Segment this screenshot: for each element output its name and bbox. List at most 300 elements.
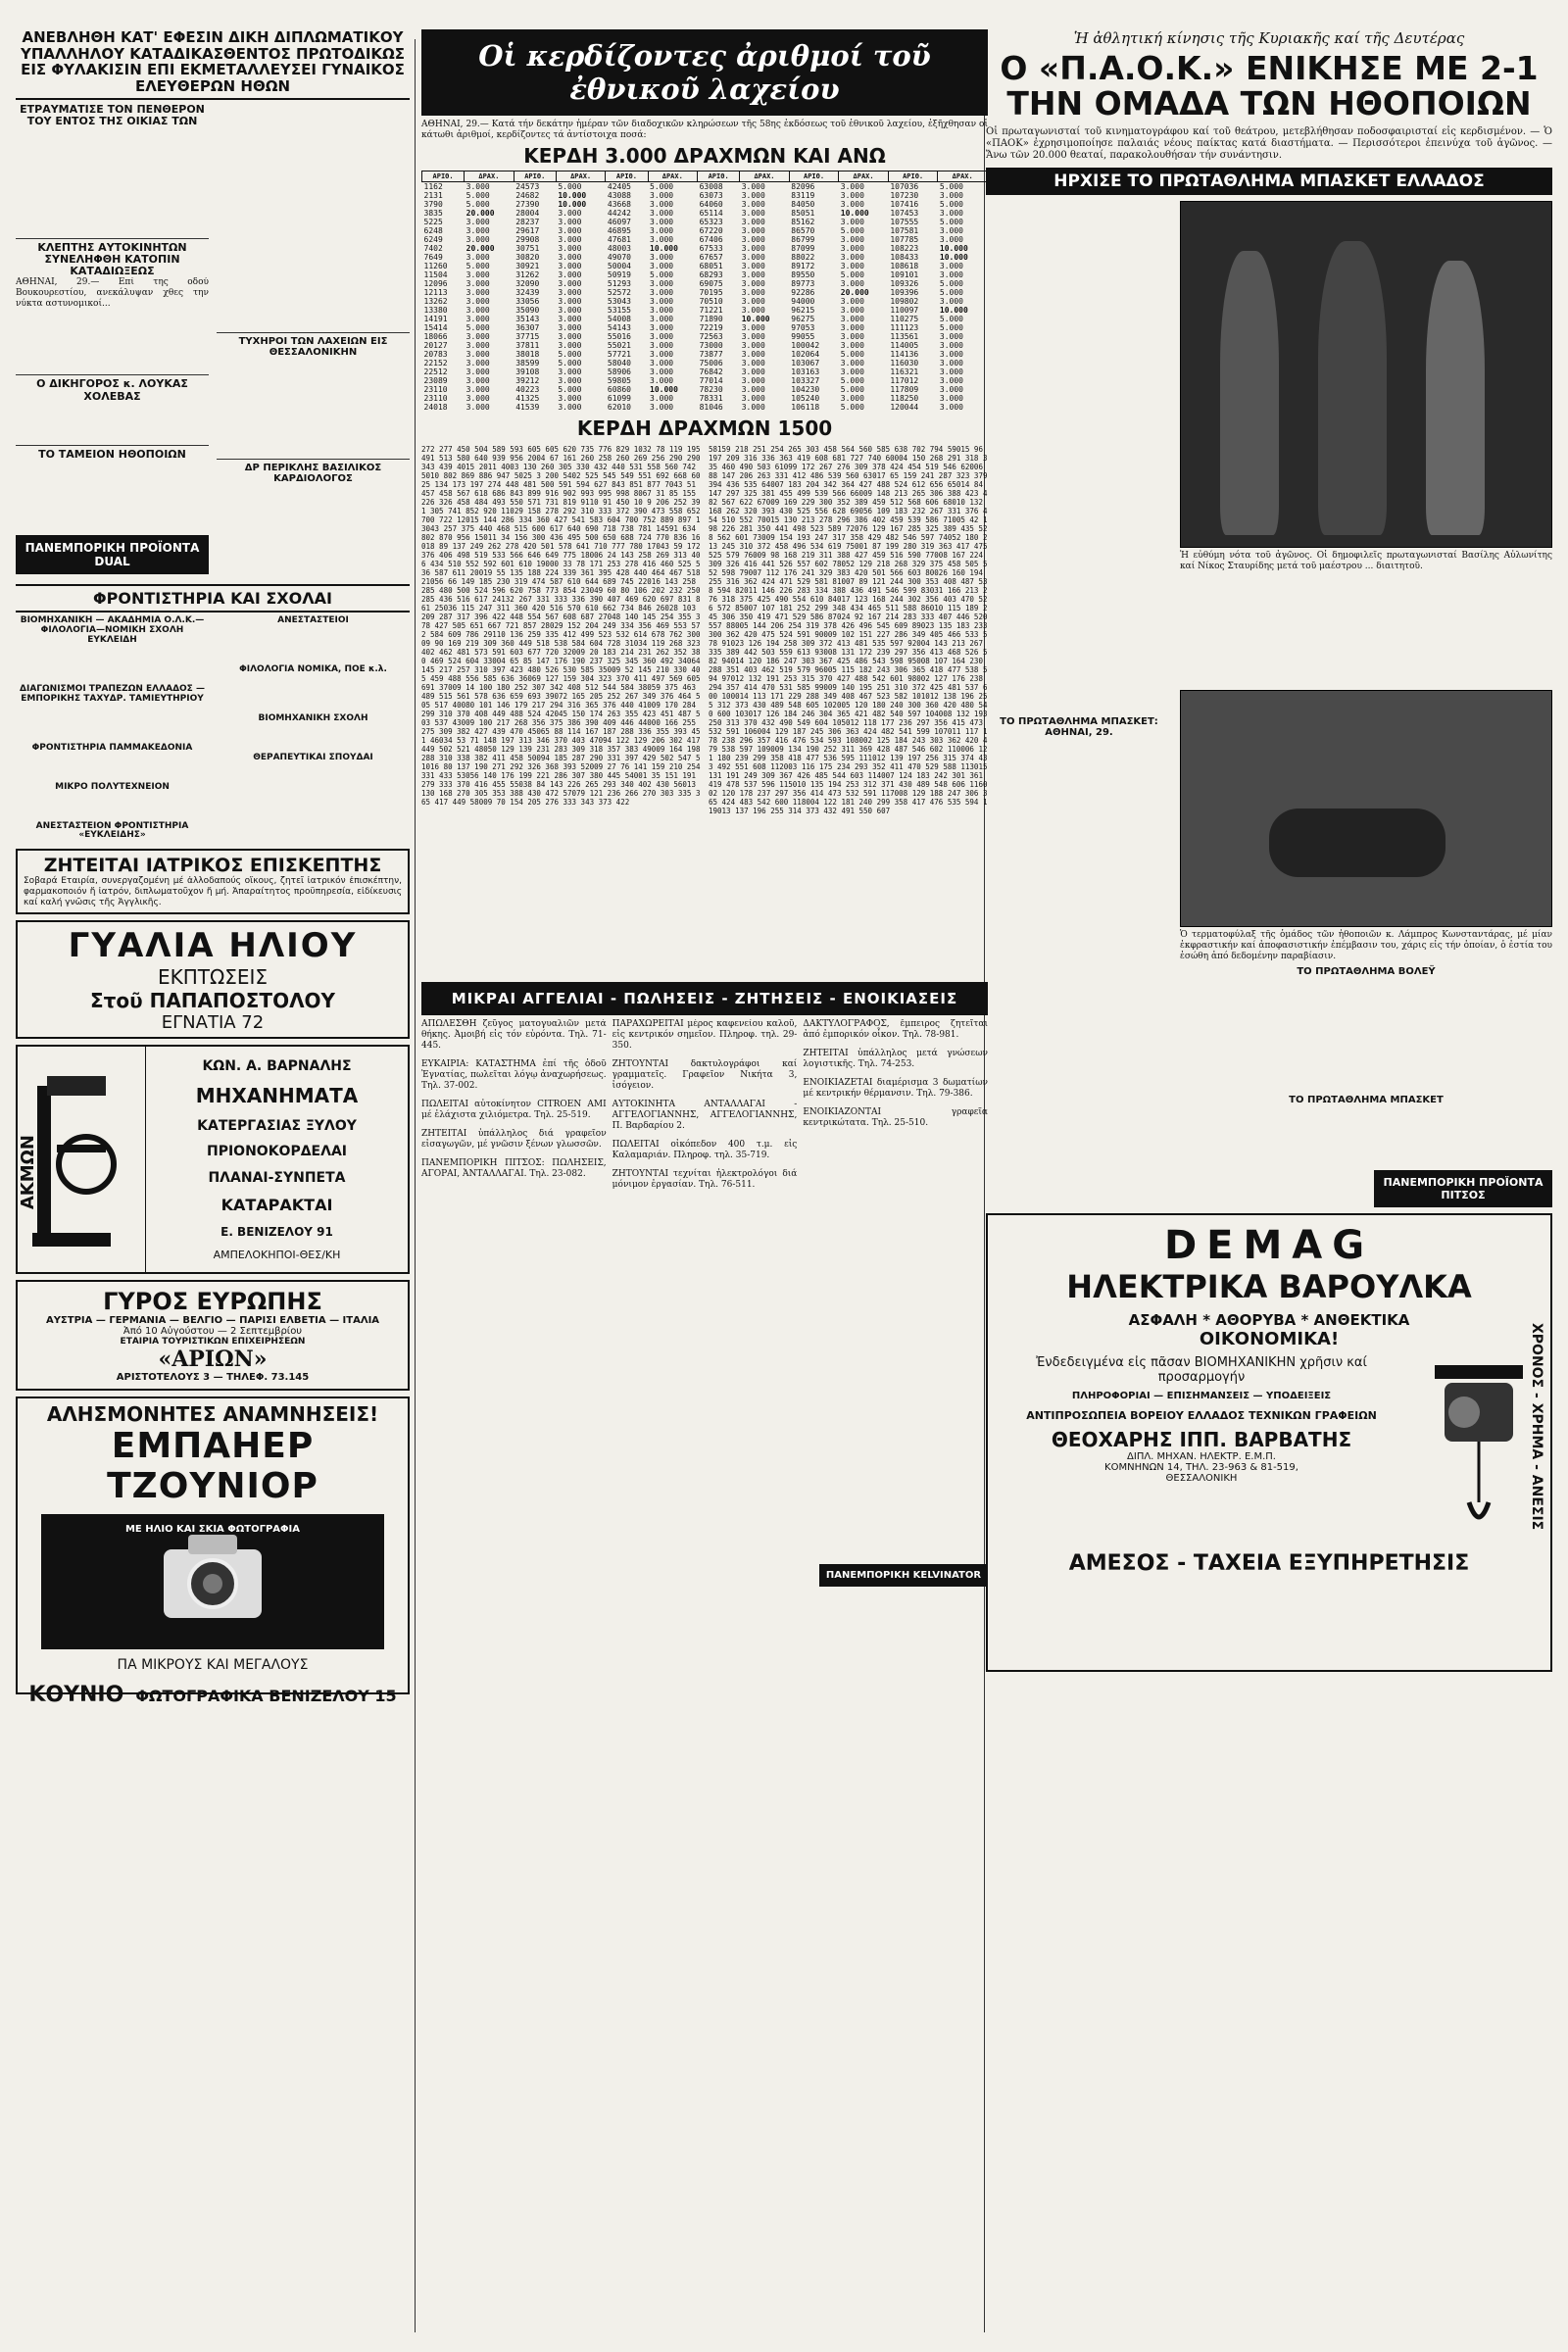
ticket-number: 96215 bbox=[791, 306, 815, 315]
ticket-number: 94000 bbox=[791, 297, 815, 306]
small-ad-item: ΖΗΤΟΥΝΤΑΙ δακτυλογράφοι καί γραμματεῖς. Γραφεῖον Νικήτα 3, ἰσόγειον. bbox=[612, 1059, 798, 1091]
school-ad: ΜΙΚΡΟ ΠΟΛΥΤΕΧΝΕΙΟΝ bbox=[55, 781, 170, 792]
ticket-number: 2131 bbox=[423, 191, 443, 200]
column-header-drachmas: ΔΡΑΧ. bbox=[648, 172, 698, 182]
ticket-number: 97053 bbox=[791, 323, 815, 332]
shop-name: ΚΟΥΝΙΟ bbox=[28, 1683, 124, 1708]
prize-amount: 3.000 bbox=[840, 262, 864, 270]
story-body: ΑΘΗΝΑΙ, 29.— Επί της οδού Βουκουρεστίου, ανεκάλυψαν χθες την νύκτα αστυνομικοί... bbox=[16, 277, 209, 310]
ticket-number: 39212 bbox=[515, 376, 540, 385]
ticket-number: 67406 bbox=[699, 235, 723, 244]
basket-title: ΗΡΧΙΣΕ ΤΟ ΠΡΩΤΑΘΛΗΜΑ ΜΠΑΣΚΕΤ ΕΛΛΑΔΟΣ bbox=[986, 168, 1552, 195]
school-text bbox=[16, 793, 209, 822]
ticket-number: 114005 bbox=[890, 341, 919, 350]
prize-amount: 3.000 bbox=[558, 315, 582, 323]
small-ad-item: ΑΠΩΛΕΣΘΗ ζεῦγος ματογυαλιῶν μετά θήκης. Ἀμοιβή εἰς τόν εὑρόντα. Τηλ. 71-445. bbox=[421, 1019, 607, 1051]
table-row bbox=[422, 235, 988, 244]
lottery-table bbox=[421, 171, 988, 412]
table-row bbox=[422, 226, 988, 235]
prize-amount: 5.000 bbox=[466, 262, 490, 270]
ticket-number: 117012 bbox=[890, 376, 919, 385]
ad-headline: ΑΛΗΣΜΟΝΗΤΕΣ ΑΝΑΜΝΗΣΕΙΣ! bbox=[46, 1402, 379, 1427]
prize-amount: 3.000 bbox=[558, 279, 582, 288]
prize-amount: 10.000 bbox=[939, 306, 968, 315]
prize-amount: 3.000 bbox=[939, 226, 963, 235]
prize-amount: 3.000 bbox=[650, 235, 674, 244]
prize-amount: 3.000 bbox=[840, 306, 864, 315]
prize-amount: 20.000 bbox=[466, 244, 495, 253]
story-headline: ΤΟ ΤΑΜΕΙΟΝ ΗΘΟΠΟΙΩΝ bbox=[38, 447, 186, 461]
small-ad-item: ΖΗΤΟΥΝΤΑΙ τεχνίται ἠλεκτρολόγοι διά μόνιμον ἐργασίαν. Τηλ. 76-511. bbox=[612, 1169, 798, 1190]
prize-amount: 3.000 bbox=[466, 235, 490, 244]
school-text bbox=[217, 763, 410, 803]
divider bbox=[16, 611, 410, 612]
lottery-intro: ΑΘΗΝΑΙ, 29.— Κατά τήν δεκάτην ἡμέραν τῶν διαδοχικῶν κληρώσεων τῆς 58ης ἐκδόσεως τοῦ ἐθνικοῦ λαχείου, ἐξῆχθησαν οἱ κάτωθι ἀριθμοί, κερδίζοντες τά ἀντίστοιχα ποσά: bbox=[421, 120, 988, 140]
school-text bbox=[217, 724, 410, 754]
panemporiki-dual-ad: ΠΑΝΕΜΠΟΡΙΚΗ ΠΡΟΪΟΝΤΑ DUAL bbox=[16, 535, 209, 574]
table-row bbox=[422, 270, 988, 279]
ad-line: ΑΝΤΙΠΡΟΣΩΠΕΙΑ ΒΟΡΕΙΟΥ ΕΛΛΑΔΟΣ ΤΕΧΝΙΚΩΝ ΓΡΑΦΕΙΩΝ bbox=[1026, 1408, 1377, 1422]
ticket-number: 78331 bbox=[699, 394, 723, 403]
prize-amount: 10.000 bbox=[939, 253, 968, 262]
small-ads-column bbox=[612, 1019, 798, 1627]
prize-amount: 5.000 bbox=[558, 385, 582, 394]
ad-line: ΑΣΦΑΛΗ * ΑΘΟΡΥΒΑ * ΑΝΘΕΚΤΙΚΑ bbox=[1128, 1310, 1410, 1329]
prize-amount: 3.000 bbox=[939, 209, 963, 218]
lottery-masthead: Οἱ κερδίζοντες ἀριθμοί τοῦ ἐθνικοῦ λαχείου bbox=[421, 29, 988, 116]
story-headline: ΤΟ ΠΡΩΤΑΘΛΗΜΑ ΜΠΑΣΚΕΤ: ΑΘΗΝΑΙ, 29. bbox=[1000, 715, 1158, 738]
sports-subhead: Οἱ πρωταγωνισταί τοῦ κινηματογράφου καί τοῦ θεάτρου, μετεβλήθησαν ποδοσφαιρισταί εἰς κερδισμένον. — Ὁ «ΠΑΟΚ» ἐχρησιμοποίησε παλαιάς νέους παίκτας κατά διαστήματα. — Περισσότεροι ἐπεινύχα τοῦ ἀγῶνος. — Ἄνω τῶν 20.000 θεαταί, παρακολουθήσαν τήν συνάντησιν. bbox=[986, 125, 1552, 161]
ad-side-slogan: ΧΡΟΝΟΣ - ΧΡΗΜΑ - ΑΝΕΣΙΣ bbox=[1529, 1322, 1544, 1530]
school-text bbox=[217, 675, 410, 714]
ticket-number: 11504 bbox=[423, 270, 448, 279]
ticket-number: 110275 bbox=[890, 315, 919, 323]
prize-amount: 3.000 bbox=[650, 288, 674, 297]
ticket-number: 86570 bbox=[791, 226, 815, 235]
prize-amount: 10.000 bbox=[741, 315, 770, 323]
prize-amount: 5.000 bbox=[939, 182, 963, 191]
ticket-number: 85051 bbox=[791, 209, 815, 218]
prize-amount: 10.000 bbox=[558, 191, 587, 200]
prize-amount: 3.000 bbox=[466, 368, 490, 376]
ticket-number: 1162 bbox=[423, 182, 443, 191]
table-row bbox=[422, 350, 988, 359]
ticket-number: 23110 bbox=[423, 385, 448, 394]
prize-amount: 3.000 bbox=[741, 306, 765, 315]
prize-amount: 5.000 bbox=[558, 359, 582, 368]
prize-amount: 3.000 bbox=[558, 270, 582, 279]
prize-amount: 3.000 bbox=[466, 359, 490, 368]
prize-amount: 3.000 bbox=[650, 218, 674, 226]
prize-amount: 3.000 bbox=[650, 350, 674, 359]
small-ad-item: ΕΥΚΑΙΡΙΑ: ΚΑΤΑΣΤΗΜΑ ἐπί τῆς ὁδοῦ Ἐγνατίας, πωλεῖται λόγῳ ἀναχωρήσεως. Τηλ. 37-002. bbox=[421, 1059, 607, 1091]
ticket-number: 38599 bbox=[515, 359, 540, 368]
prize-amount: 3.000 bbox=[741, 297, 765, 306]
ticket-number: 29908 bbox=[515, 235, 540, 244]
prize-amount: 3.000 bbox=[741, 226, 765, 235]
ad-line: ΕΤΑΙΡΙΑ ΤΟΥΡΙΣΤΙΚΩΝ ΕΠΙΧΕΙΡΗΣΕΩΝ bbox=[120, 1337, 306, 1348]
schools-subcolumn bbox=[217, 616, 410, 841]
story-headline: ΑΝΕΒΛΗΘΗ ΚΑΤ' ΕΦΕΣΙΝ ΔΙΚΗ ΔΙΠΛΩΜΑΤΙΚΟΥ ΥΠΑΛΛΗΛΟΥ ΚΑΤΑΔΙΚΑΣΘΕΝΤΟΣ ΠΡΩΤΟΔΙΚΩΣ ΕΙΣ ΦΥΛΑΚΙΣΙΝ ΕΠΙ ΕΚΜΕΤΑΛΛΕΥΣΕΙ ΓΥΝΑΙΚΟΣ ΕΛΕΥΘΕΡΩΝ ΗΘΩΝ bbox=[20, 28, 406, 95]
prize-amount: 5.000 bbox=[840, 385, 864, 394]
ticket-number: 22152 bbox=[423, 359, 448, 368]
table-row bbox=[422, 385, 988, 394]
ad-line: ΕΚΠΤΩΣΕΙΣ bbox=[157, 965, 269, 990]
prize-amount: 3.000 bbox=[939, 262, 963, 270]
lottery-table-body bbox=[422, 182, 988, 413]
ticket-number: 103067 bbox=[791, 359, 820, 368]
ad-text: Σοβαρά Εταιρία, συνεργαζομένη μέ ἀλλοδαπούς οἴκους, ζητεῖ ἰατρικόν ἐπισκέπτην, φαρμακοποιόν ἤ ἰατρόν, διπλωματοῦχον ἤ μή. Ἀπαραίτητος προϋπηρεσία, εἰδίκευσις καί καλή γνῶσις τῆς Ἀγγλικῆς. bbox=[24, 876, 402, 908]
ticket-number: 15414 bbox=[423, 323, 448, 332]
prize-amount: 3.000 bbox=[939, 359, 963, 368]
akmon-logo: ΑΚΜΩΝ bbox=[18, 1135, 38, 1210]
sports-photo-column bbox=[1180, 201, 1552, 1164]
ticket-number: 68051 bbox=[699, 262, 723, 270]
ad-line: ΠΛΑΝΑΙ-ΣΥΝΠΕΤΑ bbox=[208, 1169, 346, 1186]
left-subcolumn bbox=[217, 104, 410, 580]
ad-line: ΑΥΣΤΡΙΑ — ΓΕΡΜΑΝΙΑ — ΒΕΛΓΙΟ — ΠΑΡΙΣΙ ΕΛΒΕΤΙΑ — ΙΤΑΛΙΑ bbox=[45, 1315, 380, 1327]
ticket-number: 108433 bbox=[890, 253, 919, 262]
ticket-number: 71221 bbox=[699, 306, 723, 315]
ticket-number: 96275 bbox=[791, 315, 815, 323]
prize-amount: 3.000 bbox=[650, 297, 674, 306]
ticket-number: 7649 bbox=[423, 253, 443, 262]
ticket-number: 63008 bbox=[699, 182, 723, 191]
prize-amount: 3.000 bbox=[466, 253, 490, 262]
ticket-number: 102064 bbox=[791, 350, 820, 359]
prize-amount: 3.000 bbox=[558, 262, 582, 270]
goalkeeper-photo bbox=[1180, 690, 1552, 927]
ticket-number: 58040 bbox=[607, 359, 631, 368]
prize-amount: 3.000 bbox=[650, 332, 674, 341]
photo-figure bbox=[1269, 808, 1446, 877]
ticket-number: 23110 bbox=[423, 394, 448, 403]
prize-amount: 3.000 bbox=[939, 394, 963, 403]
ticket-number: 92286 bbox=[791, 288, 815, 297]
ticket-number: 67220 bbox=[699, 226, 723, 235]
ticket-number: 6249 bbox=[423, 235, 443, 244]
ticket-number: 68293 bbox=[699, 270, 723, 279]
ad-line: ΚΑΤΑΡΑΚΤΑΙ bbox=[220, 1196, 333, 1215]
prize-amount: 3.000 bbox=[741, 332, 765, 341]
ticket-number: 14191 bbox=[423, 315, 448, 323]
prize-amount: 3.000 bbox=[558, 235, 582, 244]
ticket-number: 64060 bbox=[699, 200, 723, 209]
prize-amount: 3.000 bbox=[558, 297, 582, 306]
ticket-number: 50004 bbox=[607, 262, 631, 270]
ticket-number: 108618 bbox=[890, 262, 919, 270]
table-row bbox=[422, 315, 988, 323]
ticket-number: 40223 bbox=[515, 385, 540, 394]
sports-headline: Ο «Π.Α.Ο.Κ.» ΕΝΙΚΗΣΕ ΜΕ 2-1 ΤΗΝ ΟΜΑΔΑ ΤΩΝ ΗΘΟΠΟΙΩΝ bbox=[1000, 49, 1539, 123]
prize-amount: 3.000 bbox=[466, 270, 490, 279]
prize-amount: 3.000 bbox=[650, 306, 674, 315]
column-header-drachmas: ΔΡΑΧ. bbox=[839, 172, 889, 182]
ad-line: ΘΕΟΧΑΡΗΣ ΙΠΠ. ΒΑΡΒΑΤΗΣ bbox=[1051, 1427, 1352, 1451]
prize-amount: 3.000 bbox=[741, 341, 765, 350]
prize-amount: 10.000 bbox=[650, 244, 678, 253]
lottery-1500-list: 58159 218 251 254 265 303 458 564 560 585 638 702 794 59015 96 197 209 316 336 363 419 608 681 727 740 60004 150 268 291 318 335 460 490 503 61099 172 267 276 309 378 424 454 519 546 62006 88 147 206 263 331 412 486 539 560 63017 65 159 241 287 323 379 394 436 535 64007 183 204 342 364 427 488 524 612 656 65014 84 147 297 325 381 455 499 539 566 66009 148 213 265 306 388 423 482 567 622 67009 169 229 300 352 389 459 512 568 606 68010 132 168 262 320 393 430 525 556 628 69056 109 183 232 267 331 376 454 510 552 70015 130 213 278 296 386 402 459 539 586 71005 42 198 226 281 350 441 498 523 589 72076 129 167 285 325 389 435 528 562 601 73009 154 193 247 317 358 429 482 546 597 74052 180 213 245 310 372 458 496 534 619 75001 87 199 280 319 363 417 475 525 579 76009 98 168 219 311 388 427 459 516 590 77008 167 224 309 326 416 441 526 557 602 78052 129 218 268 329 375 458 505 552 598 79007 112 176 241 329 383 420 501 566 603 80026 160 194 255 316 362 424 471 529 581 81007 89 121 244 300 353 408 487 538 594 82011 146 226 283 334 388 436 491 546 599 83031 166 213 276 318 375 425 490 554 610 84017 123 168 244 302 356 403 470 526 572 85007 107 181 252 299 348 434 465 511 588 86010 115 189 245 306 350 419 471 529 586 87024 92 167 214 283 333 407 446 520 557 88005 144 206 254 319 378 426 496 545 609 89023 135 183 233 300 362 420 475 524 591 90009 102 151 227 286 349 405 466 533 578 91023 126 194 258 309 372 413 481 535 597 92004 143 213 267 335 389 442 503 559 613 93008 131 172 239 297 356 413 468 526 582 94014 120 186 247 303 367 425 486 543 598 95008 107 164 230 288 351 403 462 519 579 96005 115 182 243 306 365 418 477 538 594 97012 132 191 253 315 370 427 488 542 601 98002 127 176 238 294 357 414 470 531 585 99009 140 195 251 310 372 425 481 537 600 100014 113 171 229 288 349 408 467 523 582 101012 138 196 255 312 373 430 489 548 605 102005 120 180 240 300 360 420 480 540 600 103017 126 184 246 304 365 421 482 540 597 104008 132 193 250 313 370 432 490 549 604 105012 118 177 236 297 356 415 473 532 591 106004 129 187 245 306 363 424 482 541 599 107011 117 178 238 296 357 416 476 534 593 108002 125 184 243 303 362 420 479 538 597 109009 134 190 252 311 369 428 487 546 602 110006 121 180 239 299 358 418 477 536 595 111012 139 197 256 315 374 433 492 551 608 112003 116 175 234 293 352 411 470 529 588 113015 131 191 249 309 367 426 485 544 603 114007 124 183 242 301 361 419 478 537 596 115010 135 194 253 312 371 430 489 548 606 116002 120 178 237 297 356 414 473 532 591 117008 129 188 247 306 365 424 483 542 600 118004 122 181 240 299 358 417 476 535 594 119013 137 196 255 314 373 432 491 550 607 bbox=[709, 445, 988, 815]
story-body bbox=[986, 738, 1172, 973]
story-body bbox=[1180, 572, 1552, 690]
ticket-number: 59805 bbox=[607, 376, 631, 385]
prize-amount: 3.000 bbox=[466, 376, 490, 385]
ticket-number: 61099 bbox=[607, 394, 631, 403]
ad-headline: ΓΥΑΛΙΑ ΗΛΙΟΥ bbox=[68, 926, 358, 966]
ticket-number: 104230 bbox=[791, 385, 820, 394]
sports-text-column bbox=[986, 201, 1172, 1164]
prize-amount: 3.000 bbox=[840, 244, 864, 253]
small-ads-banner: ΜΙΚΡΑΙ ΑΓΓΕΛΙΑΙ - ΠΩΛΗΣΕΙΣ - ΖΗΤΗΣΕΙΣ - ΕΝΟΙΚΙΑΣΕΙΣ bbox=[421, 982, 988, 1015]
medical-visitor-ad bbox=[16, 849, 410, 914]
column-header-number: ΑΡΙΘ. bbox=[514, 172, 556, 182]
prize-amount: 5.000 bbox=[466, 191, 490, 200]
lottery-1500-block bbox=[421, 445, 988, 974]
small-ad-item: ΕΝΟΙΚΙΑΖΟΝΤΑΙ γραφεῖα κεντρικώτατα. Τηλ. 25-510. bbox=[803, 1107, 988, 1128]
ticket-number: 30921 bbox=[515, 262, 540, 270]
ticket-number: 6248 bbox=[423, 226, 443, 235]
prize-amount: 3.000 bbox=[466, 403, 490, 412]
prize-amount: 3.000 bbox=[840, 332, 864, 341]
prize-amount: 3.000 bbox=[741, 376, 765, 385]
story-body bbox=[986, 201, 1172, 710]
akmon-text bbox=[146, 1047, 408, 1272]
ticket-number: 65323 bbox=[699, 218, 723, 226]
prize-amount: 5.000 bbox=[939, 315, 963, 323]
ticket-number: 73877 bbox=[699, 350, 723, 359]
ticket-number: 89172 bbox=[791, 262, 815, 270]
ticket-number: 108223 bbox=[890, 244, 919, 253]
ad-line: ΜΗΧΑΝΗΜΑΤΑ bbox=[195, 1084, 359, 1108]
prize-amount: 3.000 bbox=[741, 270, 765, 279]
ticket-number: 13380 bbox=[423, 306, 448, 315]
prize-amount: 3.000 bbox=[650, 226, 674, 235]
prize-amount: 5.000 bbox=[939, 323, 963, 332]
ticket-number: 38018 bbox=[515, 350, 540, 359]
prize-amount: 3.000 bbox=[840, 191, 864, 200]
prize-amount: 3.000 bbox=[558, 394, 582, 403]
school-ad: ΦΡΟΝΤΙΣΤΗΡΙΑ ΠΑΜΜΑΚΕΔΟΝΙΑ bbox=[31, 742, 193, 753]
ticket-number: 62010 bbox=[607, 403, 631, 412]
table-row bbox=[422, 191, 988, 200]
table-row bbox=[422, 297, 988, 306]
section-title: ΚΕΡΔΗ ΔΡΑΧΜΩΝ 1500 bbox=[576, 416, 833, 440]
small-ad-item: ΠΩΛΕΙΤΑΙ αὐτοκίνητον CITROEN ΑΜΙ μέ ἐλάχιστα χιλιόμετρα. Τηλ. 25-519. bbox=[421, 1100, 607, 1120]
prize-amount: 5.000 bbox=[939, 279, 963, 288]
story-body bbox=[16, 127, 209, 235]
table-row bbox=[422, 253, 988, 262]
column-header-number: ΑΡΙΘ. bbox=[888, 172, 938, 182]
ticket-number: 70510 bbox=[699, 297, 723, 306]
prize-amount: 3.000 bbox=[741, 235, 765, 244]
ad-line: ΘΕΣΣΑΛΟΝΙΚΗ bbox=[1165, 1472, 1238, 1484]
prize-amount: 5.000 bbox=[939, 288, 963, 297]
prize-amount: 3.000 bbox=[650, 191, 674, 200]
ticket-number: 103163 bbox=[791, 368, 820, 376]
prize-amount: 3.000 bbox=[650, 200, 674, 209]
divider bbox=[16, 238, 209, 239]
prize-amount: 5.000 bbox=[939, 200, 963, 209]
story-body bbox=[217, 104, 410, 329]
prize-amount: 3.000 bbox=[939, 368, 963, 376]
ticket-number: 67533 bbox=[699, 244, 723, 253]
ad-line: ΔΙΠΛ. ΜΗΧΑΝ. ΗΛΕΚΤΡ. Ε.Μ.Π. bbox=[1127, 1450, 1276, 1462]
prize-amount: 3.000 bbox=[650, 368, 674, 376]
school-text bbox=[16, 754, 209, 783]
prize-amount: 3.000 bbox=[939, 403, 963, 412]
ad-line: ΑΡΙΣΤΟΤΕΛΟΥΣ 3 — ΤΗΛΕΦ. 73.145 bbox=[116, 1372, 310, 1384]
ticket-number: 11260 bbox=[423, 262, 448, 270]
prize-amount: 20.000 bbox=[466, 209, 495, 218]
prize-amount: 3.000 bbox=[840, 315, 864, 323]
ticket-number: 23089 bbox=[423, 376, 448, 385]
small-ad-item: ΑΥΤΟΚΙΝΗΤΑ ΑΝΤΑΛΛΑΓΑΙ - ΑΓΓΕΛΟΓΙΑΝΝΗΣ, ΑΓΓΕΛΟΓΙΑΝΝΗΣ, Π. Βαρδαρίου 2. bbox=[612, 1100, 798, 1131]
ticket-number: 85162 bbox=[791, 218, 815, 226]
table-row bbox=[422, 209, 988, 218]
story-headline: ΤΥΧΗΡΟΙ ΤΩΝ ΛΑΧΕΙΩΝ ΕΙΣ ΘΕΣΣΑΛΟΝΙΚΗΝ bbox=[238, 336, 388, 358]
prize-amount: 3.000 bbox=[650, 376, 674, 385]
column-header-number: ΑΡΙΘ. bbox=[789, 172, 839, 182]
ticket-number: 107581 bbox=[890, 226, 919, 235]
ad-headline: ΕΜΠΑΗΕΡ ΤΖΟΥΝΙΟΡ bbox=[107, 1426, 318, 1507]
ticket-number: 53043 bbox=[607, 297, 631, 306]
prize-amount: 3.000 bbox=[558, 323, 582, 332]
prize-amount: 3.000 bbox=[840, 359, 864, 368]
column-header-drachmas: ΔΡΑΧ. bbox=[556, 172, 606, 182]
small-ad-item: ΖΗΤΕΙΤΑΙ ὑπάλληλος διά γραφεῖον εἰσαγωγῶν, μέ γνῶσιν ξένων γλωσσῶν. bbox=[421, 1129, 607, 1150]
ticket-number: 47681 bbox=[607, 235, 631, 244]
prize-amount: 3.000 bbox=[741, 209, 765, 218]
ad-line: Ἀπό 10 Αὐγούστου — 2 Σεπτεμβρίου bbox=[122, 1326, 303, 1338]
ticket-number: 32090 bbox=[515, 279, 540, 288]
school-ad: ΒΙΟΜΗΧΑΝΙΚΗ ΣΧΟΛΗ bbox=[258, 713, 368, 724]
ticket-number: 35143 bbox=[515, 315, 540, 323]
prize-amount: 3.000 bbox=[840, 182, 864, 191]
prize-amount: 5.000 bbox=[939, 218, 963, 226]
ticket-number: 33056 bbox=[515, 297, 540, 306]
story-headline: ΕΤΡΑΥΜΑΤΙΣΕ ΤΟΝ ΠΕΝΘΕΡΟΝ ΤΟΥ ΕΝΤΟΣ ΤΗΣ ΟΙΚΙΑΣ ΤΩΝ bbox=[20, 103, 205, 128]
ticket-number: 120044 bbox=[890, 403, 919, 412]
ad-line: Ε. ΒΕΝΙΖΕΛΟΥ 91 bbox=[220, 1224, 333, 1239]
column-header-drachmas: ΔΡΑΧ. bbox=[465, 172, 514, 182]
small-ad-item: ΠΩΛΕΙΤΑΙ οἰκόπεδον 400 τ.μ. εἰς Καλαμαριάν. Πληροφ. τηλ. 35-719. bbox=[612, 1140, 798, 1160]
ad-headline: ΗΛΕΚΤΡΙΚΑ ΒΑΡΟΥΛΚΑ bbox=[1066, 1267, 1472, 1305]
story-body bbox=[1180, 977, 1552, 1095]
ticket-number: 81046 bbox=[699, 403, 723, 412]
table-row bbox=[422, 368, 988, 376]
photo-caption: Ὁ τερματοφύλαξ τῆς ὁμάδος τῶν ἠθοποιῶν κ. Λάμπρος Κωνσταντάρας, μέ μίαν ἐκφραστικήν καί ἀποφασιστικήν ἐπέμβασιν του, χάρις εἰς τήν ὁποίαν, ὁ ἐστία του ἐσώθη ἀπό δεδομένην παραβίασιν. bbox=[1180, 929, 1552, 961]
section-title: ΚΕΡΔΗ 3.000 ΔΡΑΧΜΩΝ ΚΑΙ ΑΝΩ bbox=[523, 144, 886, 168]
prize-amount: 3.000 bbox=[466, 279, 490, 288]
prize-amount: 3.000 bbox=[466, 332, 490, 341]
lottery-1500-list: 272 277 450 504 589 593 605 605 620 735 776 829 1032 78 119 195 491 513 580 640 939 956 2004 67 161 260 258 260 269 256 290 290 343 439 4015 2011 4003 130 260 305 330 432 440 531 558 560 742 5010 802 869 886 947 5025 3 200 5402 525 545 549 551 692 668 6025 134 173 197 274 448 481 500 591 594 627 843 851 877 7043 51 457 458 567 618 686 843 899 916 902 993 995 998 8067 31 85 155 226 326 458 484 493 550 571 731 819 9110 91 450 10 9 206 252 391 305 741 852 920 11029 158 278 292 310 333 372 390 473 558 652 700 722 12015 144 286 334 360 427 541 583 604 700 752 889 897 13043 257 375 440 468 515 600 617 640 690 718 738 781 14591 634 802 870 956 15011 34 156 300 436 495 500 650 688 724 770 836 16018 89 137 249 262 278 420 501 578 641 710 777 780 17043 59 172 376 406 498 519 533 566 646 649 775 18006 24 143 258 269 313 406 434 510 552 592 601 610 19000 33 78 171 253 278 416 460 525 536 587 611 20019 55 135 188 224 339 361 395 428 440 464 467 518 21056 66 149 185 230 319 474 587 610 644 689 745 22016 143 258 285 480 500 524 596 620 758 773 854 23049 60 80 106 202 232 250 285 436 516 617 24132 267 331 333 336 390 407 469 620 697 831 861 25036 115 247 311 360 420 516 570 610 662 734 846 26028 103 209 287 317 396 422 448 554 567 608 687 27048 140 145 254 355 378 427 505 651 667 721 857 28029 152 204 249 334 356 469 553 572 584 609 786 29110 136 259 335 412 499 523 532 614 678 762 30009 90 169 219 309 360 449 518 538 584 604 728 31034 119 268 323 402 462 481 573 591 603 677 720 32009 20 183 214 231 262 352 380 469 524 604 33004 65 85 147 176 190 237 325 345 360 492 34064 145 217 257 310 397 423 480 526 530 585 35009 52 145 210 330 405 459 488 556 585 636 36069 127 159 304 323 370 411 497 569 605 691 37009 14 100 180 252 307 342 408 512 544 584 38059 375 463 489 515 561 578 636 659 693 39072 165 205 252 267 349 376 464 505 517 40080 101 146 179 217 294 316 365 376 440 41009 170 284 299 310 370 408 449 488 524 42045 150 174 263 355 423 451 487 503 537 43009 100 217 268 356 375 386 390 409 446 44000 166 255 275 309 382 427 439 470 45065 88 114 167 187 288 336 355 393 451 46034 53 71 148 197 313 346 370 403 47094 122 129 206 302 417 449 502 521 48050 129 139 231 283 309 318 357 383 49009 164 198 288 310 338 382 411 458 50094 185 287 290 331 397 429 502 547 51016 80 137 190 271 292 326 368 393 52009 27 76 141 159 210 254 331 433 53056 140 176 199 221 286 307 380 445 54001 35 151 191 279 333 370 416 455 55038 84 143 226 265 293 340 402 430 56013 130 168 270 305 353 388 430 472 57079 121 236 266 270 303 335 365 417 449 58009 70 154 205 276 333 343 373 422 bbox=[421, 445, 701, 807]
story-body bbox=[16, 403, 209, 442]
prize-amount: 5.000 bbox=[650, 182, 674, 191]
ticket-number: 89550 bbox=[791, 270, 815, 279]
ticket-number: 109101 bbox=[890, 270, 919, 279]
table-row bbox=[422, 182, 988, 192]
column-divider bbox=[415, 39, 416, 2332]
prize-amount: 3.000 bbox=[939, 235, 963, 244]
akmon-machinery-ad bbox=[16, 1045, 410, 1274]
ticket-number: 109802 bbox=[890, 297, 919, 306]
prize-amount: 3.000 bbox=[650, 323, 674, 332]
prize-amount: 3.000 bbox=[466, 394, 490, 403]
story-headline: ΤΟ ΠΡΩΤΑΘΛΗΜΑ ΒΟΛΕΫ bbox=[1297, 965, 1436, 977]
column-header-drachmas: ΔΡΑΧ. bbox=[938, 172, 988, 182]
prize-amount: 3.000 bbox=[650, 394, 674, 403]
prize-amount: 3.000 bbox=[741, 385, 765, 394]
table-row bbox=[422, 341, 988, 350]
school-text bbox=[16, 705, 209, 744]
ticket-number: 100042 bbox=[791, 341, 820, 350]
ad-line: ΚΟΜΝΗΝΩΝ 14, ΤΗΛ. 23-963 & 81-519, bbox=[1104, 1461, 1298, 1473]
ticket-number: 55021 bbox=[607, 341, 631, 350]
ad-line: ΚΩΝ. Α. ΒΑΡΝΑΛΗΣ bbox=[202, 1057, 352, 1074]
prize-amount: 3.000 bbox=[558, 376, 582, 385]
ticket-number: 29617 bbox=[515, 226, 540, 235]
prize-amount: 3.000 bbox=[466, 297, 490, 306]
column-header-drachmas: ΔΡΑΧ. bbox=[740, 172, 790, 182]
ticket-number: 63073 bbox=[699, 191, 723, 200]
ticket-number: 72563 bbox=[699, 332, 723, 341]
ad-line: ΑΜΠΕΛΟΚΗΠΟΙ-ΘΕΣ/ΚΗ bbox=[213, 1249, 341, 1262]
ad-line: ΠΡΙΟΝΟΚΟΡΔΕΛΑΙ bbox=[207, 1144, 347, 1160]
column-header-number: ΑΡΙΘ. bbox=[698, 172, 740, 182]
camera-footer bbox=[22, 1683, 404, 1707]
prize-amount: 10.000 bbox=[840, 209, 869, 218]
prize-amount: 3.000 bbox=[741, 350, 765, 359]
prize-amount: 3.000 bbox=[939, 376, 963, 385]
ticket-number: 71890 bbox=[699, 315, 723, 323]
small-ad-item: ΠΑΡΑΧΩΡΕΙΤΑΙ μέρος καφενείου καλοῦ, εἰς κεντρικόν σημεῖον. Πληροφ. τηλ. 29-350. bbox=[612, 1019, 798, 1051]
prize-amount: 3.000 bbox=[939, 191, 963, 200]
ad-line: «ΑΡΙΩΝ» bbox=[158, 1347, 268, 1373]
divider bbox=[16, 445, 209, 446]
ticket-number: 3790 bbox=[423, 200, 443, 209]
small-ads-column bbox=[803, 1019, 988, 1627]
ticket-number: 87099 bbox=[791, 244, 815, 253]
demag-hoists-ad bbox=[986, 1213, 1552, 1672]
prize-amount: 3.000 bbox=[741, 182, 765, 191]
ticket-number: 107785 bbox=[890, 235, 919, 244]
ticket-number: 103327 bbox=[791, 376, 820, 385]
ticket-number: 30751 bbox=[515, 244, 540, 253]
prize-amount: 3.000 bbox=[466, 288, 490, 297]
prize-amount: 3.000 bbox=[466, 226, 490, 235]
prize-amount: 3.000 bbox=[840, 235, 864, 244]
table-row bbox=[422, 279, 988, 288]
prize-amount: 3.000 bbox=[840, 394, 864, 403]
prize-amount: 5.000 bbox=[650, 270, 674, 279]
story-headline: Ο ΔΙΚΗΓΟΡΟΣ κ. ΛΟΥΚΑΣ ΧΟΛΕΒΑΣ bbox=[36, 377, 188, 403]
small-ad-item: ΕΝΟΙΚΙΑΖΕΤΑΙ διαμέρισμα 3 δωματίων μέ κεντρικήν θέρμανσιν. Τηλ. 79-386. bbox=[803, 1078, 988, 1099]
ticket-number: 28237 bbox=[515, 218, 540, 226]
schools-grid bbox=[16, 616, 410, 841]
ticket-number: 22512 bbox=[423, 368, 448, 376]
demag-text bbox=[996, 1355, 1415, 1542]
ticket-number: 65114 bbox=[699, 209, 723, 218]
table-row bbox=[422, 394, 988, 403]
prize-amount: 3.000 bbox=[558, 341, 582, 350]
camera-icon bbox=[159, 1530, 267, 1624]
prize-amount: 3.000 bbox=[741, 262, 765, 270]
electric-hoist-icon bbox=[1415, 1355, 1543, 1542]
ad-line: Ἐνδεδειγμένα εἰς πᾶσαν ΒΙΟΜΗΧΑΝΙΚΗΝ χρῆσιν καί προσαρμογήν bbox=[1036, 1354, 1367, 1385]
ticket-number: 37715 bbox=[515, 332, 540, 341]
prize-amount: 3.000 bbox=[939, 385, 963, 394]
left-subcolumn bbox=[16, 104, 209, 580]
